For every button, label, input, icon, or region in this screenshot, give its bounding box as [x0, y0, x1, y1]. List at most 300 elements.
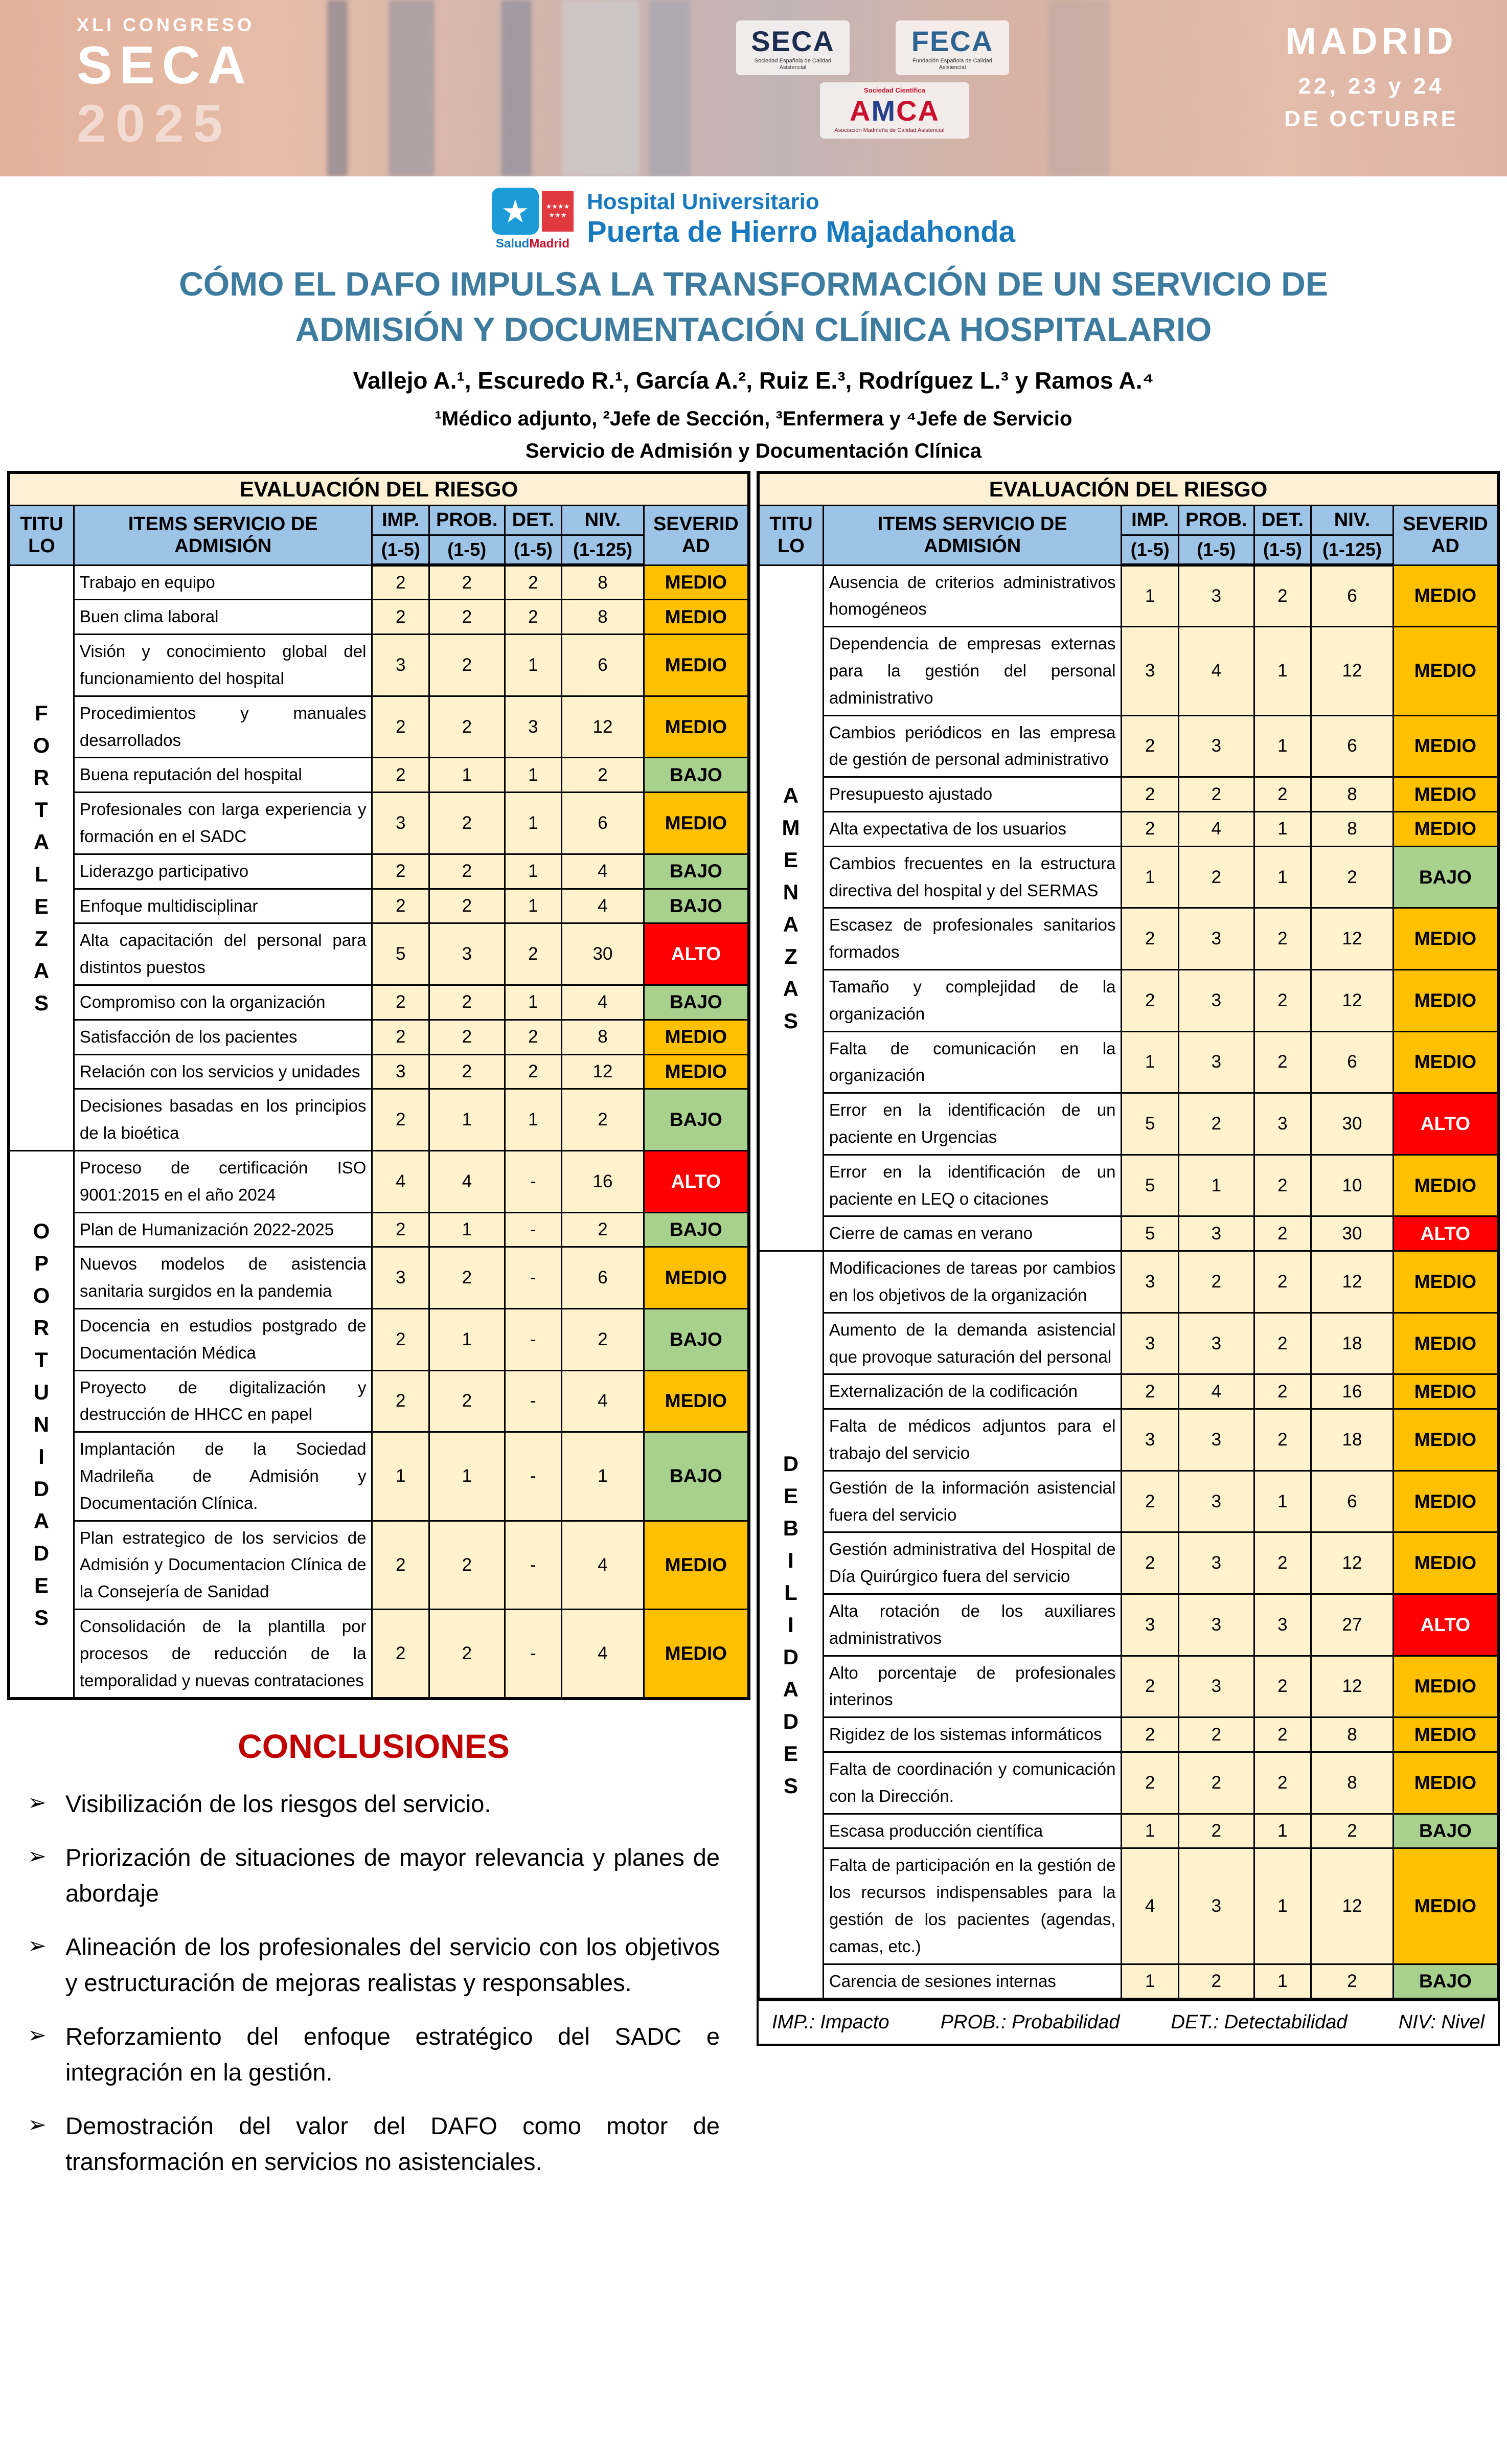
conclusion-text: Alineación de los profesionales del servicio con los objetivos y estructuración de mejoras realistas y responsables. [65, 1933, 720, 1997]
imp-value: 2 [372, 1609, 429, 1699]
prob-value: 3 [1178, 1216, 1254, 1251]
severity-badge: MEDIO [1393, 777, 1498, 812]
risk-row [758, 812, 1498, 847]
city-dates [1284, 20, 1458, 132]
prob-value: 3 [1178, 565, 1254, 627]
risk-row [758, 1093, 1498, 1155]
prob-value: 4 [1178, 627, 1254, 715]
risk-item: Error en la identificación de un paciente en Urgencias [823, 1093, 1122, 1155]
severity-badge: MEDIO [1393, 715, 1498, 777]
severity-badge: ALTO [1393, 1093, 1498, 1155]
severidad-header: SEVERIDAD [644, 506, 749, 566]
risk-row [9, 1089, 749, 1151]
severity-badge: MEDIO [1393, 565, 1498, 627]
prob-value: 2 [429, 1247, 505, 1309]
det-value: 2 [1254, 1656, 1311, 1717]
imp-value: 4 [372, 1151, 429, 1213]
risk-item: Error en la identificación de un paciente en LEQ o citaciones [823, 1155, 1122, 1216]
risk-item: Gestión administrativa del Hospital de Día Quirúrgico fuera del servicio [823, 1532, 1122, 1594]
imp-value: 1 [372, 1432, 429, 1521]
imp-value: 2 [1122, 1752, 1178, 1814]
arrow-bullet-icon: ➢ [28, 1933, 47, 1958]
prob-range: (1-5) [429, 535, 505, 566]
risk-item: Rigidez de los sistemas informáticos [823, 1717, 1122, 1752]
arrow-bullet-icon: ➢ [28, 2112, 47, 2137]
niv-value: 6 [562, 1247, 644, 1309]
risk-row [758, 1251, 1498, 1313]
imp-value: 2 [372, 696, 429, 758]
niv-value: 1 [562, 1432, 644, 1521]
titulo-header: TITULO [758, 506, 823, 566]
det-value: 2 [1254, 1752, 1311, 1814]
risk-item: Relación con los servicios y unidades [74, 1054, 372, 1089]
risk-row [758, 1656, 1498, 1717]
hospital-name [587, 189, 1015, 249]
det-value: 2 [1254, 970, 1311, 1032]
risk-row [9, 565, 749, 600]
niv-value: 30 [562, 923, 644, 985]
prob-value: 2 [1178, 1093, 1254, 1155]
det-value: 2 [1254, 1717, 1311, 1752]
building-shape [389, 0, 435, 176]
severity-badge: MEDIO [1393, 1532, 1498, 1594]
risk-row [758, 565, 1498, 627]
risk-row [758, 1594, 1498, 1656]
niv-value: 12 [1311, 970, 1394, 1032]
risk-item: Buen clima laboral [74, 600, 372, 635]
building-shape [327, 0, 348, 176]
det-range: (1-5) [1254, 535, 1311, 566]
imp-value: 2 [1122, 970, 1178, 1032]
severity-badge: ALTO [644, 1151, 749, 1213]
severity-badge: MEDIO [1393, 1848, 1498, 1964]
severity-badge: MEDIO [1393, 1752, 1498, 1814]
risk-row [758, 1374, 1498, 1409]
risk-item: Escasa producción científica [823, 1814, 1122, 1848]
niv-value: 12 [1311, 1532, 1394, 1594]
legend-imp: IMP.: Impacto [772, 2011, 889, 2033]
affiliations-line: ¹Médico adjunto, ²Jefe de Sección, ³Enfermera y ⁴Jefe de Servicio [435, 408, 1072, 431]
imp-value: 5 [1122, 1155, 1178, 1216]
niv-value: 4 [562, 1370, 644, 1432]
prob-value: 3 [1178, 1031, 1254, 1093]
imp-value: 2 [1122, 812, 1178, 847]
prob-range: (1-5) [1178, 535, 1254, 566]
imp-value: 2 [372, 565, 429, 600]
risk-row [9, 923, 749, 985]
prob-value: 1 [429, 1432, 505, 1521]
dates-days: 22, 23 y 24 [1298, 74, 1445, 99]
risk-row [9, 1521, 749, 1609]
legend-prob: PROB.: Probabilidad [940, 2011, 1120, 2033]
right-column [757, 471, 1500, 2046]
risk-table-amenazas-debilidades [757, 471, 1500, 2001]
prob-value: 1 [429, 1089, 505, 1151]
abbreviation-legend [757, 1998, 1500, 2046]
risk-item: Presupuesto ajustado [823, 777, 1122, 812]
prob-value: 2 [429, 696, 505, 758]
prob-value: 4 [429, 1151, 505, 1213]
det-value: - [505, 1151, 561, 1213]
hospital-name-line1: Hospital Universitario [587, 189, 819, 215]
building-shape [501, 0, 532, 176]
risk-row [9, 793, 749, 854]
prob-value: 3 [1178, 1848, 1254, 1964]
severity-badge: MEDIO [644, 1054, 749, 1089]
risk-item: Docencia en estudios postgrado de Documentación Médica [74, 1309, 372, 1371]
risk-row [758, 715, 1498, 777]
risk-item: Ausencia de criterios administrativos homogéneos [823, 565, 1122, 627]
legend-niv: NIV: Nivel [1398, 2011, 1485, 2033]
prob-value: 2 [1178, 1251, 1254, 1313]
imp-value: 1 [1122, 1031, 1178, 1093]
det-value: 1 [505, 1089, 561, 1151]
conclusion-item [28, 2108, 720, 2180]
prob-value: 2 [429, 854, 505, 889]
left-column [7, 471, 750, 2198]
prob-value: 2 [429, 565, 505, 600]
severity-badge: MEDIO [1393, 1031, 1498, 1093]
niv-value: 30 [1311, 1093, 1394, 1155]
poster-title-line2: ADMISIÓN Y DOCUMENTACIÓN CLÍNICA HOSPITALARIO [295, 310, 1212, 349]
hospital-header [0, 176, 1507, 257]
prob-value: 2 [429, 1370, 505, 1432]
det-value: 2 [505, 565, 561, 600]
conclusion-text: Visibilización de los riesgos del servicio. [65, 1790, 491, 1818]
items-header: ITEMS SERVICIO DE ADMISIÓN [74, 506, 372, 566]
det-value: 1 [505, 758, 561, 793]
risk-row [9, 1054, 749, 1089]
imp-range: (1-5) [372, 535, 429, 566]
det-value: 1 [1254, 1471, 1311, 1532]
det-value: 2 [505, 1054, 561, 1089]
imp-value: 2 [1122, 1532, 1178, 1594]
det-value: 3 [505, 696, 561, 758]
imp-value: 2 [372, 1521, 429, 1609]
risk-item: Proyecto de digitalización y destrucción de HHCC en papel [74, 1370, 372, 1432]
severity-badge: BAJO [644, 758, 749, 793]
imp-value: 2 [372, 889, 429, 923]
imp-value: 5 [1122, 1093, 1178, 1155]
prob-value: 2 [1178, 1752, 1254, 1814]
det-value: - [505, 1247, 561, 1309]
niv-range: (1-125) [1311, 535, 1394, 566]
building-shape [649, 0, 690, 176]
severity-badge: MEDIO [644, 565, 749, 600]
det-value: 2 [505, 1020, 561, 1054]
congress-banner [0, 0, 1507, 176]
prob-value: 2 [429, 600, 505, 635]
severity-badge: MEDIO [1393, 1251, 1498, 1313]
risk-row [758, 908, 1498, 970]
city-name: MADRID [1285, 21, 1457, 62]
risk-item: Falta de coordinación y comunicación con la Dirección. [823, 1752, 1122, 1814]
imp-value: 3 [1122, 627, 1178, 715]
risk-row [9, 635, 749, 696]
severity-badge: MEDIO [1393, 970, 1498, 1032]
det-value: 1 [505, 889, 561, 923]
severity-badge: BAJO [1393, 846, 1498, 908]
imp-value: 2 [1122, 715, 1178, 777]
risk-item: Enfoque multidisciplinar [74, 889, 372, 923]
risk-item: Liderazgo participativo [74, 854, 372, 889]
det-value: 2 [1254, 777, 1311, 812]
imp-value: 2 [372, 854, 429, 889]
prob-value: 3 [1178, 908, 1254, 970]
prob-value: 1 [429, 1309, 505, 1371]
severity-badge: BAJO [1393, 1814, 1498, 1848]
prob-value: 2 [1178, 1964, 1254, 1999]
niv-value: 2 [562, 1309, 644, 1371]
det-range: (1-5) [505, 535, 561, 566]
prob-value: 2 [429, 793, 505, 854]
det-value: - [505, 1521, 561, 1609]
conclusion-text: Priorización de situaciones de mayor relevancia y planes de abordaje [65, 1843, 720, 1907]
risk-row [9, 1370, 749, 1432]
risk-row [9, 696, 749, 758]
severity-badge: MEDIO [1393, 812, 1498, 847]
niv-value: 10 [1311, 1155, 1394, 1216]
niv-value: 12 [562, 696, 644, 758]
prob-value: 2 [1178, 1717, 1254, 1752]
prob-value: 3 [1178, 1471, 1254, 1532]
imp-value: 5 [1122, 1216, 1178, 1251]
congress-year: 2025 [77, 94, 232, 153]
niv-value: 16 [1311, 1374, 1394, 1409]
imp-value: 2 [1122, 908, 1178, 970]
dates-month: DE OCTUBRE [1284, 106, 1458, 131]
prob-value: 1 [429, 1212, 505, 1247]
risk-row [9, 1212, 749, 1247]
items-header: ITEMS SERVICIO DE ADMISIÓN [823, 506, 1122, 566]
prob-value: 2 [429, 1521, 505, 1609]
niv-value: 30 [1311, 1216, 1394, 1251]
severity-badge: MEDIO [644, 600, 749, 635]
det-value: 2 [1254, 1313, 1311, 1374]
risk-item: Trabajo en equipo [74, 565, 372, 600]
det-value: 1 [1254, 715, 1311, 777]
conclusion-item [28, 1786, 720, 1822]
imp-header: IMP. [372, 506, 429, 535]
severity-badge: MEDIO [1393, 1374, 1498, 1409]
niv-value: 6 [1311, 1031, 1394, 1093]
risk-table-fortalezas-oportunidades [7, 471, 750, 1700]
prob-value: 3 [1178, 1656, 1254, 1717]
feca-logo [896, 20, 1009, 75]
imp-value: 3 [372, 1247, 429, 1309]
det-value: - [505, 1432, 561, 1521]
congress-name: SECA [77, 36, 253, 95]
niv-value: 6 [1311, 1471, 1394, 1532]
risk-row [758, 1313, 1498, 1374]
severity-badge: MEDIO [644, 793, 749, 854]
risk-row [9, 985, 749, 1020]
poster-title [15, 261, 1492, 352]
risk-row [9, 1309, 749, 1371]
section-title-fortalezas: F O R T A L E Z A S [9, 565, 74, 1150]
prob-value: 1 [429, 758, 505, 793]
prob-value: 2 [429, 985, 505, 1020]
det-value: 1 [505, 985, 561, 1020]
severity-badge: ALTO [1393, 1594, 1498, 1656]
prob-value: 2 [1178, 846, 1254, 908]
eval-riesgo-header: EVALUACIÓN DEL RIESGO [9, 472, 749, 506]
imp-value: 2 [372, 1089, 429, 1151]
niv-value: 4 [562, 1609, 644, 1699]
risk-item: Tamaño y complejidad de la organización [823, 970, 1122, 1032]
imp-value: 3 [372, 1054, 429, 1089]
risk-row [758, 970, 1498, 1032]
imp-value: 2 [372, 600, 429, 635]
seca-logo-subtext: Sociedad Española de Calidad Asistencial [754, 58, 832, 71]
imp-value: 1 [1122, 1814, 1178, 1848]
risk-item: Alto porcentaje de profesionales interinos [823, 1656, 1122, 1717]
titulo-header: TITULO [9, 506, 74, 566]
det-header: DET. [505, 506, 561, 535]
severity-badge: MEDIO [1393, 1409, 1498, 1471]
severity-badge: BAJO [644, 1432, 749, 1521]
risk-row [758, 1409, 1498, 1471]
niv-value: 18 [1311, 1409, 1394, 1471]
imp-value: 2 [1122, 777, 1178, 812]
seca-logo-text: SECA [751, 25, 835, 57]
building-shape [562, 0, 639, 176]
det-value: 1 [1254, 812, 1311, 847]
prob-value: 3 [1178, 1313, 1254, 1374]
prob-value: 4 [1178, 1374, 1254, 1409]
risk-row [9, 1247, 749, 1309]
risk-row [758, 1964, 1498, 1999]
congress-edition: XLI CONGRESO [77, 14, 255, 35]
imp-value: 1 [1122, 846, 1178, 908]
risk-item: Cambios frecuentes en la estructura directiva del hospital y del SERMAS [823, 846, 1122, 908]
imp-value: 3 [1122, 1594, 1178, 1656]
niv-value: 4 [562, 889, 644, 923]
niv-value: 4 [562, 854, 644, 889]
amca-letter-a: A [850, 95, 872, 127]
risk-row [758, 777, 1498, 812]
imp-value: 2 [372, 1020, 429, 1054]
risk-row [758, 1471, 1498, 1532]
risk-item: Satisfacción de los pacientes [74, 1020, 372, 1054]
prob-value: 3 [1178, 1594, 1254, 1656]
severity-badge: MEDIO [1393, 1656, 1498, 1717]
risk-item: Cierre de camas en verano [823, 1216, 1122, 1251]
prob-value: 4 [1178, 812, 1254, 847]
prob-value: 2 [429, 1609, 505, 1699]
imp-value: 2 [372, 985, 429, 1020]
imp-value: 1 [1122, 1964, 1178, 1999]
severity-badge: MEDIO [644, 1020, 749, 1054]
brand-salud: Salud [495, 237, 530, 251]
saludmadrid-star-icon [492, 188, 539, 235]
det-value: 1 [1254, 1848, 1311, 1964]
det-value: 1 [505, 793, 561, 854]
imp-value: 2 [372, 758, 429, 793]
risk-table-body [9, 565, 749, 1699]
severity-badge: BAJO [644, 1309, 749, 1371]
det-value: - [505, 1609, 561, 1699]
risk-item: Decisiones basadas en los principios de la bioética [74, 1089, 372, 1151]
flag-stars-row: ★★★ [549, 211, 567, 219]
risk-row [758, 1752, 1498, 1814]
severity-badge: MEDIO [1393, 1313, 1498, 1374]
prob-value: 2 [429, 1054, 505, 1089]
niv-header: NIV. [562, 506, 644, 535]
conclusions-section [7, 1700, 750, 2180]
risk-item: Aumento de la demanda asistencial que provoque saturación del personal [823, 1313, 1122, 1374]
niv-value: 12 [1311, 627, 1394, 715]
niv-value: 8 [562, 1020, 644, 1054]
niv-value: 12 [562, 1054, 644, 1089]
madrid-flag-stars-icon [542, 191, 574, 232]
risk-item: Dependencia de empresas externas para la gestión del personal administrativo [823, 627, 1122, 715]
risk-row [758, 627, 1498, 715]
conclusion-item [28, 1840, 720, 1912]
severity-badge: MEDIO [644, 1247, 749, 1309]
risk-row [9, 758, 749, 793]
det-value: - [505, 1370, 561, 1432]
det-value: 2 [1254, 908, 1311, 970]
risk-item: Plan estrategico de los servicios de Admisión y Documentacion Clínica de la Consejería de Sanidad [74, 1521, 372, 1609]
prob-header: PROB. [1178, 506, 1254, 535]
section-title-oportunidades: O P O R T U N I D A D E S [9, 1151, 74, 1699]
risk-row [9, 1151, 749, 1213]
arrow-bullet-icon: ➢ [28, 1790, 47, 1816]
niv-value: 6 [1311, 565, 1394, 627]
det-value: 1 [1254, 1814, 1311, 1848]
imp-value: 4 [1122, 1848, 1178, 1964]
niv-value: 8 [1311, 1752, 1394, 1814]
niv-value: 18 [1311, 1313, 1394, 1374]
det-value: - [505, 1212, 561, 1247]
severity-badge: MEDIO [1393, 1155, 1498, 1216]
section-title-amenazas: A M E N A Z A S [758, 565, 823, 1251]
niv-value: 12 [1311, 1251, 1394, 1313]
det-value: 3 [1254, 1093, 1311, 1155]
severity-badge: BAJO [644, 1212, 749, 1247]
niv-value: 2 [562, 1212, 644, 1247]
risk-row [758, 1717, 1498, 1752]
amca-logo [820, 82, 969, 138]
niv-value: 8 [1311, 1717, 1394, 1752]
niv-value: 2 [562, 1089, 644, 1151]
imp-value: 3 [1122, 1409, 1178, 1471]
amca-logo-subtext: Asociación Madrileña de Calidad Asistencial [834, 127, 945, 134]
section-title-debilidades: D E B I L I D A D E S [758, 1251, 823, 2000]
det-value: 2 [1254, 1031, 1311, 1093]
det-value: 2 [505, 600, 561, 635]
risk-item: Consolidación de la plantilla por procesos de reducción de la temporalidad y nuevas contrataciones [74, 1609, 372, 1699]
risk-row [758, 846, 1498, 908]
seca-logo [736, 20, 850, 75]
poster-title-line1: CÓMO EL DAFO IMPULSA LA TRANSFORMACIÓN DE UN SERVICIO DE [179, 265, 1328, 303]
imp-value: 2 [372, 1212, 429, 1247]
severity-badge: MEDIO [644, 1609, 749, 1699]
risk-item: Gestión de la información asistencial fuera del servicio [823, 1471, 1122, 1532]
det-value: 1 [505, 635, 561, 696]
niv-value: 4 [562, 1521, 644, 1609]
prob-value: 2 [1178, 1814, 1254, 1848]
imp-value: 2 [1122, 1717, 1178, 1752]
niv-range: (1-125) [562, 535, 644, 566]
prob-value: 2 [429, 635, 505, 696]
prob-value: 2 [429, 1020, 505, 1054]
niv-value: 16 [562, 1151, 644, 1213]
niv-value: 8 [1311, 777, 1394, 812]
det-value: 2 [1254, 1374, 1311, 1409]
severity-badge: MEDIO [644, 1521, 749, 1609]
